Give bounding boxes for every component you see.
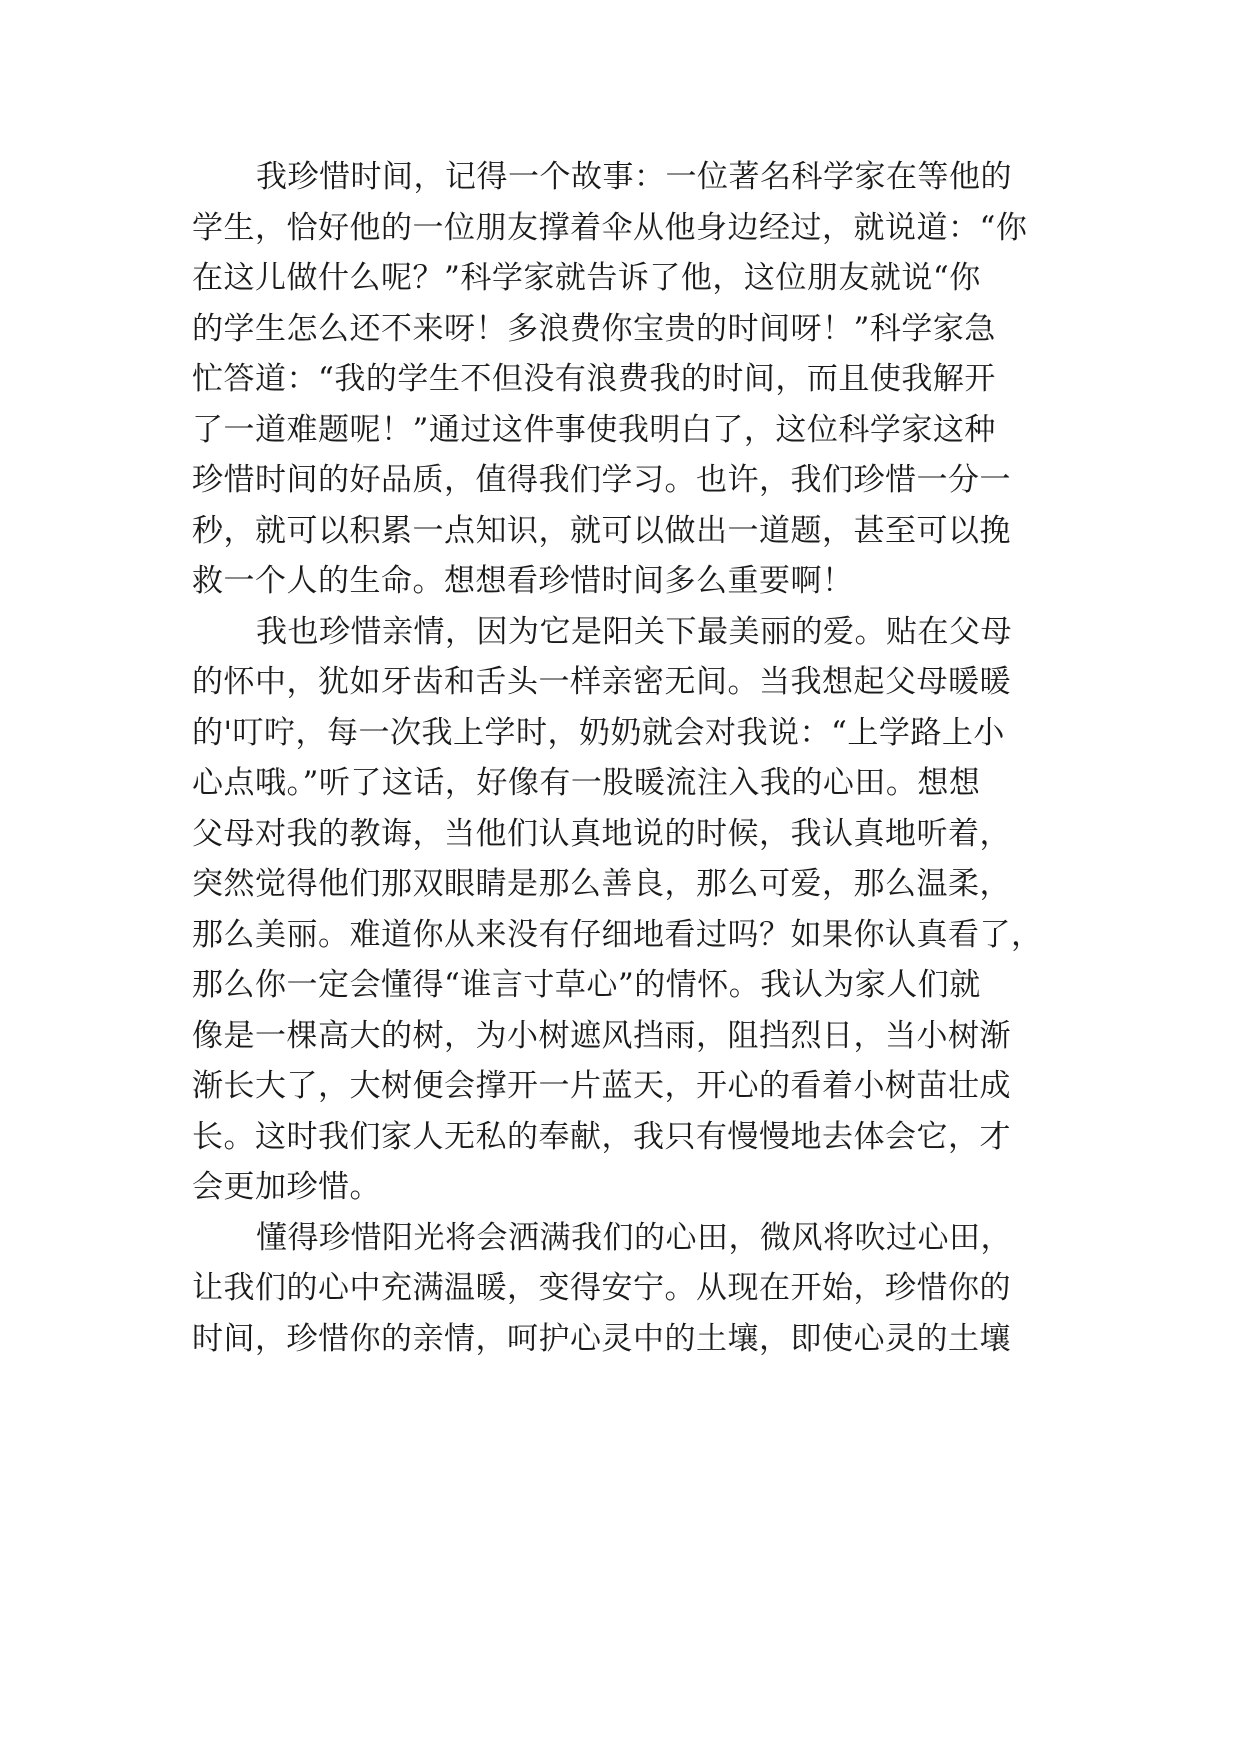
document-body [192,152,1052,1364]
paragraph-line: 让我们的心中充满温暖，变得安宁。从现在开始，珍惜你的 [192,1270,1011,1306]
paragraph-line: 那么你一定会懂得“谁言寸草心”的情怀。我认为家人们就 [192,967,981,1003]
paragraph-3 [192,1213,1052,1365]
paragraph-line: 救一个人的生命。想想看珍惜时间多么重要啊！ [192,563,854,599]
paragraph-line: 突然觉得他们那双眼睛是那么善良，那么可爱，那么温柔， [192,866,1011,902]
paragraph-line: 学生，恰好他的一位朋友撑着伞从他身边经过，就说道：“你 [192,209,1028,246]
paragraph-line: 渐长大了，大树便会撑开一片蓝天，开心的看着小树苗壮成 [192,1068,1011,1104]
paragraph-line: 在这儿做什么呢？”科学家就告诉了他，这位朋友就说“你 [192,260,981,296]
paragraph-line: 我也珍惜亲情，因为它是阳关下最美丽的爱。贴在父母 [256,613,1012,650]
paragraph-line: 的学生怎么还不来呀！多浪费你宝贵的时间呀！”科学家急 [192,310,996,347]
paragraph-line: 会更加珍惜。 [192,1169,381,1205]
paragraph-line: 心点哦。”听了这话，好像有一股暖流注入我的心田。想想 [192,765,981,801]
paragraph-line: 我珍惜时间，记得一个故事：一位著名科学家在等他的 [256,159,1012,195]
paragraph-line: 父母对我的教诲，当他们认真地说的时候，我认真地听着， [192,815,1011,852]
paragraph-line: 时间，珍惜你的亲情，呵护心灵中的土壤，即使心灵的土壤 [192,1320,1011,1357]
paragraph-line: 的怀中，犹如牙齿和舌头一样亲密无间。当我想起父母暖暖 [192,664,1011,700]
paragraph-line: 忙答道：“我的学生不但没有浪费我的时间，而且使我解开 [192,361,996,397]
paragraph-line: 珍惜时间的好品质，值得我们学习。也许，我们珍惜一分一 [192,462,1011,498]
paragraph-line: 像是一棵高大的树，为小树遮风挡雨，阻挡烈日，当小树渐 [192,1017,1011,1054]
paragraph-line: 那么美丽。难道你从来没有仔细地看过吗？如果你认真看了， [192,916,1043,953]
paragraph-line: 了一道难题呢！”通过这件事使我明白了，这位科学家这种 [192,411,996,448]
paragraph-line: 长。这时我们家人无私的奉献，我只有慢慢地去体会它，才 [192,1118,1011,1155]
paragraph-line: 的'叮咛，每一次我上学时，奶奶就会对我说：“上学路上小 [192,714,1005,751]
paragraph-1 [192,152,1052,607]
paragraph-line: 懂得珍惜阳光将会洒满我们的心田，微风将吹过心田， [256,1219,1012,1256]
paragraph-2 [192,607,1052,1213]
paragraph-line: 秒，就可以积累一点知识，就可以做出一道题，甚至可以挽 [192,512,1011,549]
